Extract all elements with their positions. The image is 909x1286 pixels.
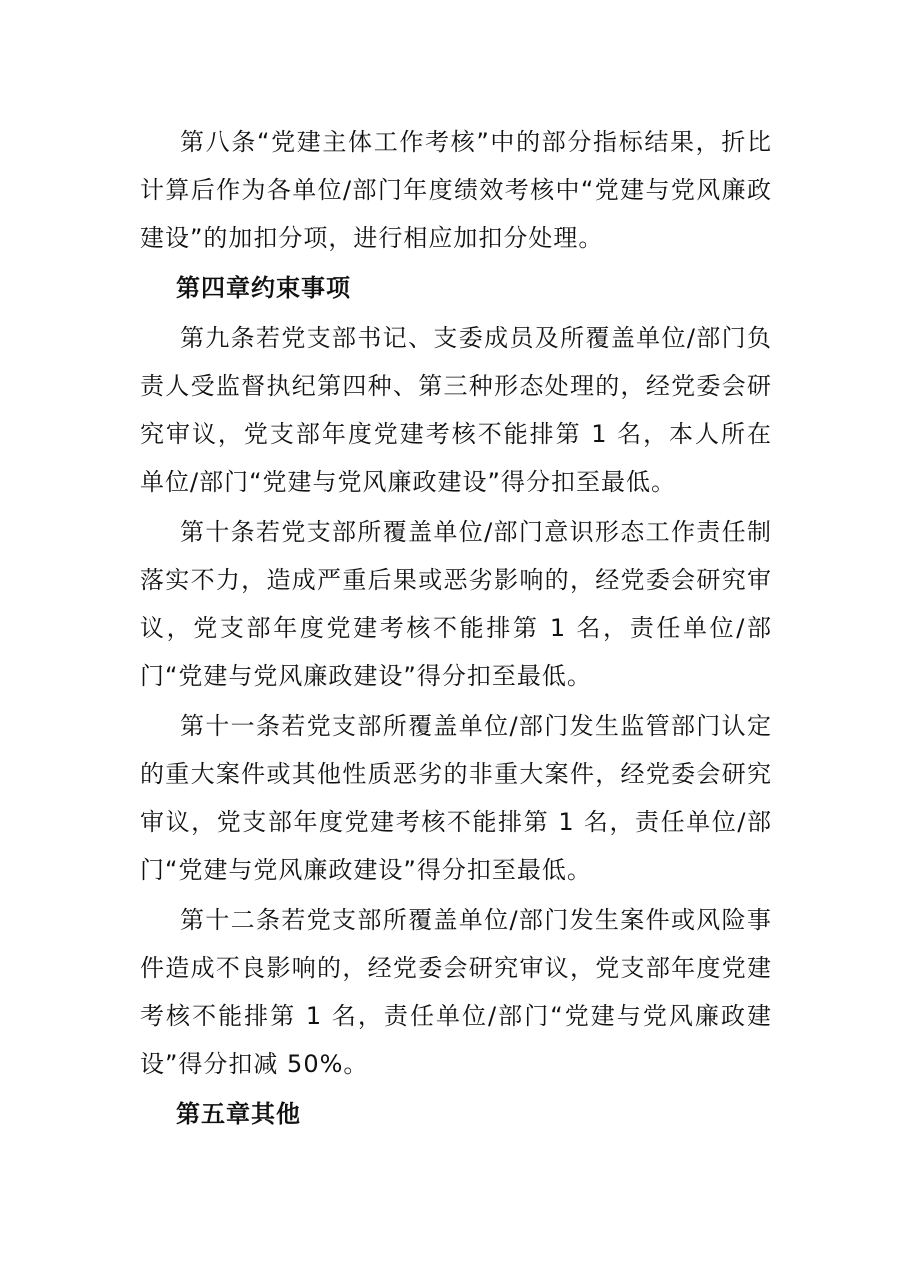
article-12-paragraph: 第十二条若党支部所覆盖单位/部门发生案件或风险事件造成不良影响的，经党委会研究审议，党支部年度党建考核不能排第 1 名，责任单位/部门“党建与党风廉政建设”得分扣减 50%。	[140, 906, 772, 1078]
chapter-4-heading: 第四章约束事项	[176, 274, 351, 302]
article-8-paragraph: 第八条“党建主体工作考核”中的部分指标结果，折比计算后作为各单位/部门年度绩效考核中“党建与党风廉政建设”的加扣分项，进行相应加扣分处理。	[140, 128, 772, 252]
chapter-5-heading: 第五章其他	[176, 1100, 301, 1128]
article-9-paragraph: 第九条若党支部书记、支委成员及所覆盖单位/部门负责人受监督执纪第四种、第三种形态处理的，经党委会研究审议，党支部年度党建考核不能排第 1 名，本人所在单位/部门“党建与党风廉政建设”得分扣至最低。	[140, 324, 772, 496]
article-10-paragraph: 第十条若党支部所覆盖单位/部门意识形态工作责任制落实不力，造成严重后果或恶劣影响的，经党委会研究审议，党支部年度党建考核不能排第 1 名，责任单位/部门“党建与党风廉政建设”得分扣至最低。	[140, 518, 772, 690]
document-body	[140, 118, 772, 1140]
article-11-paragraph: 第十一条若党支部所覆盖单位/部门发生监管部门认定的重大案件或其他性质恶劣的非重大案件，经党委会研究审议，党支部年度党建考核不能排第 1 名，责任单位/部门“党建与党风廉政建设”得分扣至最低。	[140, 712, 772, 884]
